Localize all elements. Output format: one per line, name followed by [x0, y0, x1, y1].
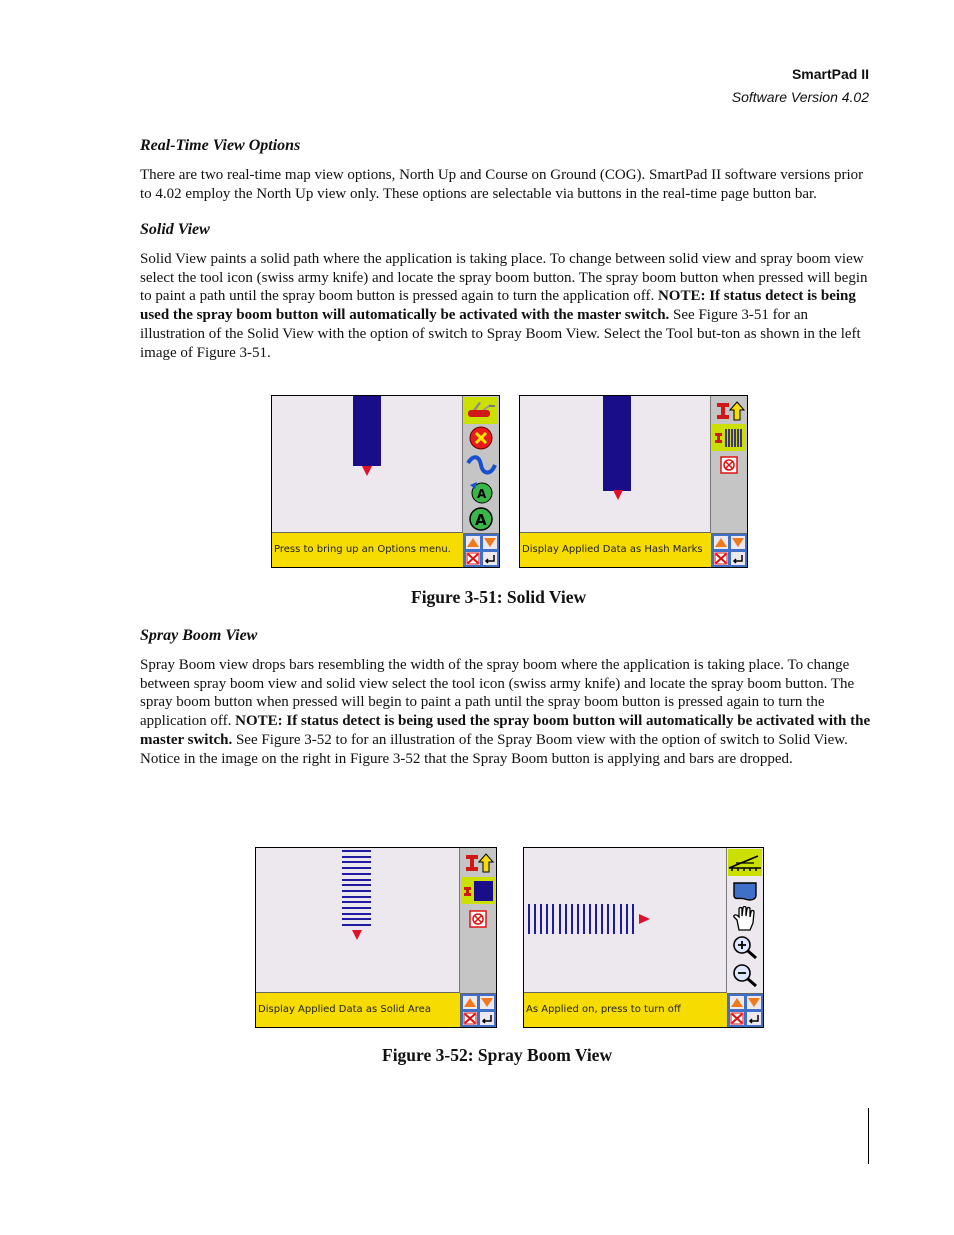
hash-marks-icon[interactable] — [712, 424, 746, 451]
paragraph-realtime: There are two real-time map view options, North Up and Course on Ground (COG). SmartPad II software versions prior to 4.02 employ the North Up view only. These options are selectable via buttons in the real-time page button bar. — [140, 167, 864, 202]
vehicle-marker — [362, 466, 372, 476]
boom-bar — [342, 924, 371, 926]
vehicle-marker — [352, 930, 362, 940]
section-title-solid: Solid View — [140, 221, 210, 238]
boom-bar — [595, 904, 597, 934]
boom-bar — [589, 904, 591, 934]
fig51-right-map — [520, 396, 711, 533]
fig52-left-status-bar: Display Applied Data as Solid Area — [256, 992, 460, 1027]
boom-bar — [342, 890, 371, 892]
boom-bar — [342, 867, 371, 869]
fig52-left-button-rail — [459, 848, 496, 993]
fig51-left-map — [272, 396, 463, 533]
fig51-left-button-rail — [462, 396, 499, 533]
boom-bar — [342, 873, 371, 875]
boom-bar — [546, 904, 548, 934]
vehicle-marker — [613, 490, 623, 500]
paragraph-solid-text-b: See Figure 3-51 for an illustration of the Solid View with the option of switch to Spray Boom View. Select the Tool but-ton as shown in the left image of Figure 3-51. — [140, 307, 861, 361]
fig52-left-screenshot — [255, 847, 497, 1028]
swiss-army-knife-icon[interactable] — [464, 397, 498, 424]
solid-path — [603, 396, 631, 491]
boom-bar — [613, 904, 615, 934]
boom-bar — [552, 904, 554, 934]
fig52-right-button-rail — [726, 848, 763, 993]
fig51-right-button-rail — [710, 396, 747, 533]
paragraph-solid — [140, 250, 872, 362]
section-title-realtime: Real-Time View Options — [140, 137, 301, 154]
boom-bar — [342, 879, 371, 881]
boom-bar — [342, 884, 371, 886]
paragraph-solid-text-a: Solid View paints a solid path where the application is taking place. To change between solid view and spray boom view select the tool icon (swiss army knife) and locate the spray boom button. The spray boom button when pressed will begin to paint a path until the spray boom button is pressed again to turn the application off. — [140, 251, 868, 305]
nav-buttons[interactable] — [727, 993, 763, 1027]
cancel-icon[interactable] — [461, 905, 495, 932]
boom-bar — [342, 907, 371, 909]
rotate-a-icon[interactable] — [464, 478, 498, 505]
boom-bar — [620, 904, 622, 934]
hand-pan-icon[interactable] — [728, 905, 762, 932]
boom-bar — [571, 904, 573, 934]
header-product: SmartPad II — [791, 66, 869, 82]
boom-bar — [528, 904, 530, 934]
boom-bar — [607, 904, 609, 934]
boom-bar — [577, 904, 579, 934]
nav-buttons[interactable] — [460, 993, 496, 1027]
zoom-in-icon[interactable] — [728, 933, 762, 960]
boom-bar — [342, 856, 371, 858]
figure-caption-3-51: Figure 3-51: Solid View — [411, 587, 587, 607]
boom-bar — [534, 904, 536, 934]
boom-bar — [559, 904, 561, 934]
boom-bar — [342, 901, 371, 903]
paragraph-spray-text-a: Spray Boom view drops bars resembling the width of the spray boom where the application is taking place. To change between spray boom view and solid view select the tool icon (swiss army knife) and locate the spray boom button. The spray boom button when pressed will begin to paint a path until the spray boom button is pressed again to turn the application off. — [140, 657, 855, 730]
a-point-icon[interactable] — [464, 505, 498, 532]
section-title-spray: Spray Boom View — [140, 627, 258, 644]
paragraph-spray-note: NOTE: If status detect is being used the spray boom button will automatically be activated with the master switch. — [140, 713, 871, 748]
paragraph-solid-note: NOTE: If status detect is being used the spray boom button will automatically be activated with the master switch. — [140, 288, 856, 324]
boom-bar — [632, 904, 634, 934]
header-version: Software Version 4.02 — [731, 89, 869, 105]
solid-path — [353, 396, 381, 466]
fig52-right-status-bar: As Applied on, press to turn off — [524, 992, 727, 1027]
north-up-icon[interactable] — [712, 397, 746, 424]
fig51-right-status-bar: Display Applied Data as Hash Marks — [520, 532, 711, 567]
fig51-right-screenshot — [519, 395, 748, 568]
boom-bar — [342, 913, 371, 915]
boom-bar — [342, 896, 371, 898]
boom-bar — [626, 904, 628, 934]
fig52-left-map — [256, 848, 460, 993]
svg-text:A: A — [475, 510, 487, 529]
boom-bar — [565, 904, 567, 934]
vehicle-marker — [639, 914, 650, 924]
nav-buttons[interactable] — [463, 533, 499, 567]
boom-bar — [540, 904, 542, 934]
fig51-left-screenshot — [271, 395, 500, 568]
margin-change-bar — [868, 1108, 869, 1164]
fig52-right-screenshot — [523, 847, 764, 1028]
boom-bar — [342, 861, 371, 863]
cancel-x-icon[interactable] — [464, 424, 498, 451]
paragraph-spray-text-b: See Figure 3-52 to for an illustration of the Spray Boom view with the option of switch to Solid View. Notice in the image on the right in Figure 3-52 that the Spray Boom button is applying and bars are dropped. — [140, 731, 848, 767]
north-up-icon[interactable] — [461, 849, 495, 876]
spray-boom-icon[interactable] — [728, 849, 762, 876]
boom-bar — [342, 850, 371, 852]
zoom-out-icon[interactable] — [728, 961, 762, 988]
solid-area-icon[interactable] — [461, 877, 495, 904]
paragraph-spray — [140, 656, 872, 768]
nav-buttons[interactable] — [711, 533, 747, 567]
boom-bar — [342, 918, 371, 920]
fig51-left-status-bar: Press to bring up an Options menu. — [272, 532, 463, 567]
figure-caption-3-52: Figure 3-52: Spray Boom View — [382, 1045, 613, 1065]
svg-text:A: A — [477, 486, 487, 501]
fig52-right-map — [524, 848, 727, 993]
boom-bar — [583, 904, 585, 934]
boundary-icon[interactable] — [728, 877, 762, 904]
cancel-icon[interactable] — [712, 451, 746, 478]
boom-bar — [601, 904, 603, 934]
curve-guidance-icon[interactable] — [464, 451, 498, 478]
